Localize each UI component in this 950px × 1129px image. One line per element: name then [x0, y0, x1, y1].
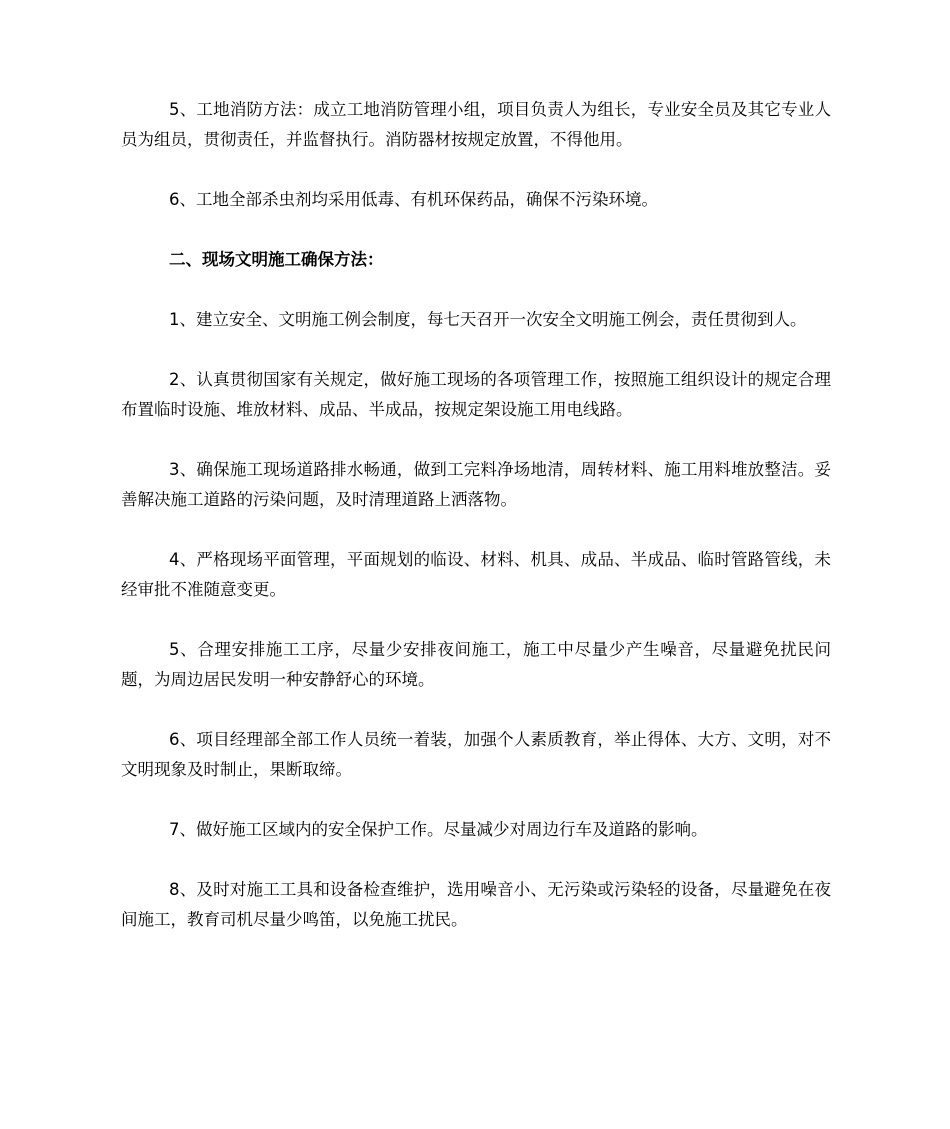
paragraph-item-4: 4、严格现场平面管理，平面规划的临设、材料、机具、成品、半成品、临时管路管线，未经审批不准随意变更。 [121, 550, 831, 599]
paragraph-item-3: 3、确保施工现场道路排水畅通，做到工完料净场地清，周转材料、施工用料堆放整洁。妥善解决施工道路的污染问题，及时清理道路上洒落物。 [121, 460, 831, 509]
paragraph-fire-safety: 5、工地消防方法：成立工地消防管理小组，项目负责人为组长，专业安全员及其它专业人员为组员，贯彻责任，并监督执行。消防器材按规定放置，不得他用。 [121, 100, 831, 149]
paragraph-item-6: 6、项目经理部全部工作人员统一着装，加强个人素质教育，举止得体、大方、文明，对不文明现象及时制止，果断取缔。 [121, 730, 831, 779]
paragraph-item-2: 2、认真贯彻国家有关规定，做好施工现场的各项管理工作，按照施工组织设计的规定合理布置临时设施、堆放材料、成品、半成品，按规定架设施工用电线路。 [121, 370, 831, 419]
paragraph-item-7: 7、做好施工区域内的安全保护工作。尽量减少对周边行车及道路的影响。 [169, 820, 708, 839]
paragraph-item-5: 5、合理安排施工工序，尽量少安排夜间施工，施工中尽量少产生噪音，尽量避免扰民问题，为周边居民发明一种安静舒心的环境。 [121, 640, 831, 689]
section-heading-civilized-construction: 二、现场文明施工确保方法： [169, 250, 384, 269]
paragraph-item-8: 8、及时对施工工具和设备检查维护，选用噪音小、无污染或污染轻的设备，尽量避免在夜间施工，教育司机尽量少鸣笛，以免施工扰民。 [121, 880, 831, 929]
paragraph-item-1: 1、建立安全、文明施工例会制度，每七天召开一次安全文明施工例会，责任贯彻到人。 [169, 310, 807, 329]
paragraph-pesticide: 6、工地全部杀虫剂均采用低毒、有机环保药品，确保不污染环境。 [169, 190, 658, 209]
document-body [121, 95, 831, 965]
